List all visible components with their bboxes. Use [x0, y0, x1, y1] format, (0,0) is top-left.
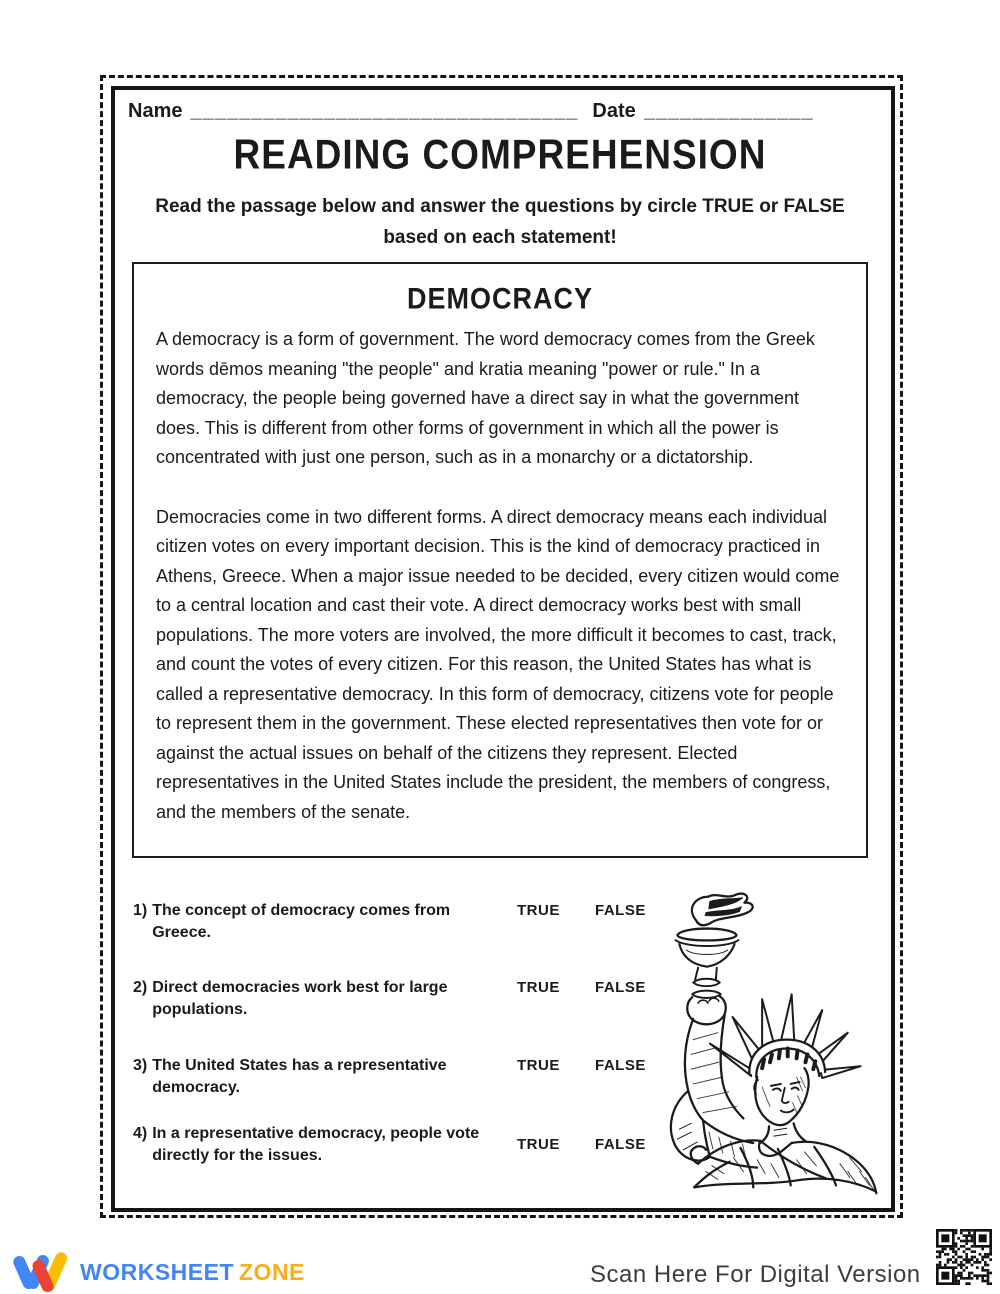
question-3-number: 3)	[133, 1057, 148, 1074]
question-row-2	[133, 977, 673, 1021]
question-1-false-option[interactable]: FALSE	[595, 902, 646, 919]
qr-code	[934, 1227, 994, 1287]
name-date-row	[128, 100, 870, 123]
question-2-number: 2)	[133, 979, 148, 996]
question-4-text	[133, 1123, 511, 1167]
page-title: READING COMPREHENSION	[233, 131, 767, 178]
question-2-false-option[interactable]: FALSE	[595, 979, 646, 996]
instructions-line-2: based on each statement!	[383, 227, 617, 248]
logo-word-worksheet: WORKSHEET	[80, 1258, 234, 1285]
question-2-statement: Direct democracies work best for large populations.	[152, 979, 448, 1018]
question-2-true-option[interactable]: TRUE	[517, 979, 560, 996]
name-blank-line[interactable]: ________________________________	[190, 100, 579, 122]
worksheet-zone-wordmark	[80, 1259, 305, 1286]
question-row-1	[133, 900, 673, 944]
question-2-text	[133, 977, 511, 1021]
question-1-text	[133, 900, 511, 944]
question-3-false-option[interactable]: FALSE	[595, 1057, 646, 1074]
passage-paragraph-1: A democracy is a form of government. The word democracy comes from the Greek words dēmos meaning "the people" and kratia meaning "power or rule." In a democracy, the people being governed have a direct say in what the government does. This is different from other forms of government in which all the power is concentrated with just one person, such as in a monarchy or a dictatorship.	[156, 329, 815, 467]
worksheet-zone-w-icon	[16, 1250, 70, 1294]
name-label: Name	[128, 100, 183, 122]
date-label: Date	[592, 100, 636, 122]
question-row-3	[133, 1055, 673, 1099]
logo-word-zone: ZONE	[239, 1258, 305, 1285]
passage-box	[132, 262, 868, 858]
question-4-true-option[interactable]: TRUE	[517, 1136, 560, 1153]
question-3-statement: The United States has a representative democracy.	[152, 1057, 447, 1096]
question-4-statement: In a representative democracy, people vote directly for the issues.	[152, 1125, 480, 1164]
question-3-text	[133, 1055, 511, 1099]
passage-paragraph-2: Democracies come in two different forms. A direct democracy means each individual citizen votes on every important decision. This is the kind of democracy practiced in Athens, Greece. When a major issue needed to be decided, every citizen would come to a central location and cast their vote. A direct democracy works best with small populations. The more voters are involved, the more difficult it becomes to cast, track, and count the votes of every citizen. For this reason, the United States has what is called a representative democracy. In this form of democracy, citizens vote for people to represent them in the government. These elected representatives then vote for or against the actual issues on behalf of the citizens they represent. Elected representatives in the United States include the president, the members of congress, and the members of the senate.	[156, 506, 840, 822]
question-row-4	[133, 1123, 673, 1167]
worksheet-zone-logo	[16, 1250, 305, 1294]
question-1-true-option[interactable]: TRUE	[517, 902, 560, 919]
instructions-line-1: Read the passage below and answer the questions by circle TRUE or FALSE	[155, 196, 845, 217]
question-4-number: 4)	[133, 1125, 148, 1142]
question-4-false-option[interactable]: FALSE	[595, 1136, 646, 1153]
scan-here-text: Scan Here For Digital Version	[590, 1261, 921, 1288]
passage-title: DEMOCRACY	[406, 282, 593, 316]
statue-of-liberty-illustration	[645, 884, 895, 1209]
date-blank-line[interactable]: ______________	[643, 100, 814, 122]
question-1-number: 1)	[133, 902, 148, 919]
question-1-statement: The concept of democracy comes from Greece.	[152, 902, 451, 941]
instructions	[0, 191, 1000, 253]
question-3-true-option[interactable]: TRUE	[517, 1057, 560, 1074]
